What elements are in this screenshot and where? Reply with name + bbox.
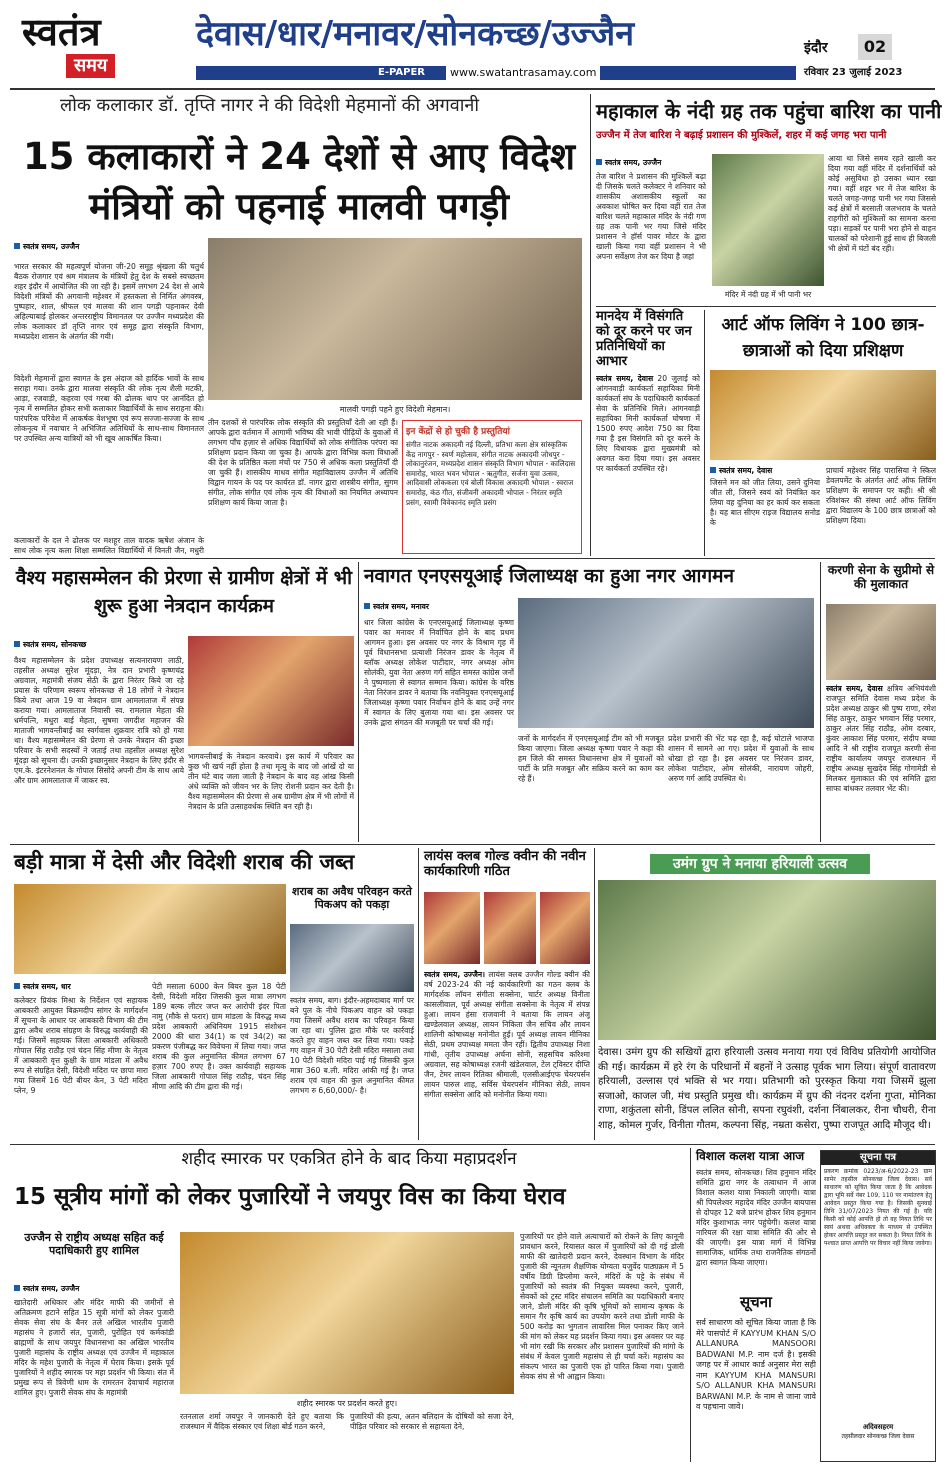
date: रविवार 23 जुलाई 2023 — [804, 67, 903, 78]
lead-info-box — [402, 420, 582, 554]
pujari-body-2: रतनलाल शर्मा जयपुर ने जानकारी देते हुए बताया कि राजस्थान में वैदिक संस्कार एवं शिक्षा बोर्ड गठन करने, — [180, 1412, 344, 1431]
kalash-body: स्वतंत्र समय, सोनकच्छ। शिव हनुमान मंदिर समिति द्वारा नगर के तत्वाधान में आज विशाल कलश यात्रा निकाली जाएगी। यात्रा श्री पिपलेश्वर महादेव मंदिर उज्जैन बायपास से दोपहर 12 बजे प्रारंभ होकर शिव हनुमान मंदिर कुशाभाऊ नगर पहुंचेगी। कलश यात्रा नारियल की रक्षा यात्रा समिति की ओर से की जाएगी। इस यात्रा मार्ग में विभिन्न सामाजिक, धार्मिक तथा राजनैतिक संगठनों द्वारा स्वागत किया जाएगा। — [696, 1168, 816, 1267]
nsui-body-2: जनों के मार्गदर्शन में एनएसयूआई टीम को भी मजबूत किया जाएगा। जिला अध्यक्ष कृष्णा पवार ने कहा की हम जिले की समस्त विधानसभा क्षेत्र में युवाओं को पार्टी के प्रति मजबूत और सक्रिय करने का काम कर रहे हैं। — [518, 734, 664, 783]
pujari-body-1: खातेदारी अधिकार और मंदिर माफी की जमीनों से अतिक्रमण हटाने सहित 15 सूत्री मांगों को लेकर पुजारी सेवक सेवा संघ के बैनर तले अखिल भारतीय पुजारी महासंघ ने हजारों संत, पुजारी, पुरोहित एवं कर्मकांडी ब्राह्मणों के साथ जयपुर विधानसभा का अखिल भारतीय पुजारी महासंघ के राष्ट्रीय अध्यक्ष एवं उज्जैन में महाकाल मंदिर के महेश पुजारी के नेतृत्व में घेराव किया। इसके पूर्व पुजारियों ने शहीद स्मारक पर महा प्रदर्शन भी किया। संत में प्रमुख रूप से त्रिवेणी धाम के रामरतन देवाचार्य महाराज शामिल हुए। पुजारी सेवक संघ के महामंत्री — [14, 1298, 174, 1397]
logo — [22, 10, 182, 84]
masthead — [0, 0, 945, 88]
aol-body-2: प्राचार्य महेश्वर सिंह पारासिया ने स्किल डेवलपमेंट के अंतर्गत आर्ट ऑफ लिविंग प्रशिक्षण के समापन पर कही। श्री श्री रविशंकर की संस्था आर्ट ऑफ लिविंग द्वारा विद्यालय के 100 छात्र छात्राओं को प्रशिक्षण दिया। — [826, 466, 936, 525]
aol-body-1: जिसने मन को जीत लिया, उसने दुनिया जीत ली, जिसने स्वयं को नियंत्रित कर लिया वह दुनिया का हर कार्य कर सकता है। यह बात सीएम राइज विद्यालय सनोड के — [710, 478, 820, 527]
mahakal-headline: महाकाल के नंदी ग्रह तक पहुंचा बारिश का पानी — [596, 99, 942, 123]
lead-body-4: तीन दशकों से पारंपरिक लोक संस्कृति की प्रस्तुतियाँ देती आ रही हैं। आपके द्वारा वर्तमान में आगामी भविष्य की भावी पीढ़ियों के युवाओं में लगभग पाँच हज़ार से अधिक विद्यार्थियों को लोक संगीतिक परंपरा का प्रशिक्षण प्रदान किया जा चुका है। आपके द्वारा विभिन्न कला विधाओं की देश के प्रतिष्ठित कला मंचों पर 750 से अधिक कला प्रस्तुतियाँ दी जा चुकी हैं। शासकीय माधव संगीत महाविद्यालय उज्जैन में अतिथि विद्वान गायन के पद पर कार्यरत डॉ. नागर द्वारा शास्त्रीय संगीत, सुगम संगीत, लोक संगीत एवं लोक नृत्य की विधाओं का नियमित अध्यापन प्रशिक्षण कार्य किया जाता है। — [208, 418, 398, 507]
col-divider-6 — [690, 1148, 691, 1462]
karni-body: स्वतंत्र समय, देवास क्षत्रिय अभियंवंशी राजपूत समिति देवास मध्य प्रदेश के प्रदेश अध्यक्ष ठाकुर श्री पुष्प राणा, रमेश सिंह ठाकुर, ठाकुर भगवान सिंह परमार, ठाकुर अंतर सिंह राठौड़, ओम दरबार, कुंवर आकाश सिंह परमार, संदीप बच्चा आदि ने श्री राष्ट्रीय राजपूत करणी सेना राष्ट्रीय कार्यालय जयपुर राजस्थान में राष्ट्रीय अध्यक्ष सुखदेव सिंह गोगामेडी से मिलकर मुलाकात की एवं समिति द्वारा साफा बांधकर तलवार भेंट की। — [826, 684, 936, 793]
vaishya-byline: स्वतंत्र समय, सोनकच्छ — [14, 640, 184, 650]
lions-body: स्वतंत्र समय, उज्जैन। लायंस क्लब उज्जैन गोल्ड क्वीन की वर्ष 2023-24 की नई कार्यकारिणी का गठन क्लब के मार्गदर्शक लॉयन संगीता सक्सेना, चार्टर अध्यक्ष विनीता कासलीवाल, पूर्व अध्यक्ष संगीता सक्सेना के नेतृत्व में संपन्न हुआ। लायन हंसा राजवानी ने बताया कि लायन अंजू खण्डेलवाल अध्यक्ष, लायन निकिता जैन सचिव और लायन शालिनी कोषाध्यक्ष मनोनीत हुईं। पूर्व अध्यक्ष लायन मीनिका सेठी, प्रथम उपाध्यक्ष ममता जैन रहीं। द्वितीय उपाध्यक्ष निशा गांधी, तृतीय उपाध्यक्ष अर्चना सोनी, सहसचिव करिश्मा अग्रवाल, सह कोषाध्यक्ष रजनी खंडेलवाल, टेल ट्विस्टर दीप्ति जैन, टेमर लायन रितिका श्रीमाली, एलसीआईएफ चेयरपर्सन लायन पारुल शाह, सर्विस चेयरपर्सन मीनिका सेठी, लायन संगीता सक्सेना आदि को मनोनीत किया गया। — [424, 970, 590, 1099]
aol-headline: आर्ट ऑफ लिविंग ने 100 छात्र-छात्राओं को दिया प्रशिक्षण — [721, 315, 925, 361]
notice-title: सूचना — [740, 1293, 772, 1311]
lions-photo-3 — [540, 892, 590, 964]
pujari-body-3: पुजारियों की हत्या, अतन बलिदान के दोषियों को सजा देने, पीड़ित परिवार को सरकार से सहायता देने, — [350, 1412, 514, 1431]
col-divider-5 — [594, 848, 595, 1140]
lead-photo — [208, 238, 582, 400]
epaper-label: E-PAPER — [378, 67, 425, 78]
pujari-photo-caption: शहीद स्मारक पर प्रदर्शन करते हुए। — [296, 1399, 398, 1408]
manav-headline: मानदेय में विसंगति को दूर करने पर जन प्रतिनिधियों का आभार — [596, 309, 692, 369]
logo-bottom: समय — [66, 54, 115, 78]
liquor-sub-headline: शराब का अवैध परिवहन करते पिकअप को पकड़ा — [292, 885, 412, 911]
public-notice-sign-title: तहसीलदार सोनकच्छ जिला देवास — [841, 1433, 915, 1440]
liquor-byline: स्वतंत्र समय, धार — [14, 982, 148, 992]
page-number: 02 — [858, 34, 892, 60]
umang-headline: उमंग ग्रुप ने मनाया हरियाली उत्सव — [650, 854, 870, 874]
mahakal-photo-caption: मंदिर में नंदी ग्रह में भी पानी भर — [724, 290, 812, 299]
row-divider-1 — [10, 558, 935, 559]
mahakal-photo — [712, 154, 824, 286]
vaishya-body-2: भागवन्तीबाई के नेत्रदान करवाये। इस कार्य में परिवार का कुछ भी खर्च नहीं होता है तथा मृत्यु के बाद जो आंखें दो या तीन घंटे बाद जला जाती है नेत्रदान के बाद वह आंख किसी अंधे व्यक्ति को जीवन भर के लिए रोशनी प्रदान कर देती है। वैश्य महासम्मेलन की प्रेरणा से अब ग्रामीण क्षेत्र में भी लोगों में नेत्रदान के प्रति उत्साहवर्धक स्थिति बन रही है। — [188, 752, 354, 811]
public-notice-title: सूचना पत्र — [821, 1151, 935, 1165]
karni-photo — [826, 604, 936, 680]
pujari-kicker: शहीद स्मारक पर एकत्रित होने के बाद किया महाप्रदर्शन — [181, 1149, 517, 1169]
manav-body: स्वतंत्र समय, देवास 20 जुलाई को आंगनवाड़ी कार्यकर्ता सहायिका मिनी कार्यकर्ता संघ के पदाधिकारी कार्यकर्ता सेवा के प्रतिनिधि मिले। आंगनवाड़ी सहायिका मिनी कार्यकर्ता घोषणा में 1500 रुपए आदेश 750 का दिया गया है इस विसंगति को दूर करने के लिए विधायक द्वारा मुख्यमंत्री को अवगत करा दिया गया। इस अवसर पर कार्यकर्ता उपस्थित रहे। — [596, 374, 700, 473]
public-notice-sign-name: अदिवसहरम — [862, 1423, 894, 1431]
notice-body: सर्व साधारण को सूचित किया जाता है कि मेरे पासपोर्ट में KAYYUM KHAN S/O ALLANURA MANSOORI BADWANI M.P. नाम दर्ज है। इसकी जगह पर में आधार कार्ड अनुसार मेरा सही नाम KAYYUM KHA MANSURI S/O ALLANUR KHA MANSURI BARWANI M.P. के नाम से जाना जावे व पहचाना जावे। — [696, 1318, 816, 1411]
mahakal-divider — [596, 306, 936, 307]
public-notice — [820, 1150, 936, 1462]
mahakal-byline: स्वतंत्र समय, उज्जैन — [596, 158, 706, 168]
liquor-sub-photo — [290, 924, 414, 992]
masthead-divider — [10, 88, 935, 90]
liquor-sub-body: स्वतंत्र समय, बाग। इंदौर-अहमदाबाद मार्ग पर बने पुल के नीचे पिकअप वाहन को पकड़ा गया जिसमें अवैध शराब का परिवहन किया जा रहा था। पुलिस द्वारा मौके पर कार्रवाई करते हुए वाहन जब्त कर लिया गया। पकड़े गए वाहन में 30 पेटी देसी मदिरा मसाला तथा 10 पेटी विदेशी मदिरा पाई गई जिसकी कुल मात्रा 360 ब.ली. मदिरा आंकी गई है। जप्त शराब एवं वाहन की कुल अनुमानित कीमत लगभग रु 6,60,000/- है। — [290, 996, 414, 1095]
pujari-headline: 15 सूत्रीय मांगों को लेकर पुजारियों ने जयपुर विस का किया घेराव — [14, 1184, 566, 1210]
lions-headline: लायंस क्लब गोल्ड क्वीन की नवीन कार्यकारिणी गठित — [424, 849, 586, 879]
karni-headline: करणी सेना के सुप्रीमो से की मुलाकात — [827, 563, 935, 591]
lead-box-title: इन केंद्रों से हो चुकी है प्रस्तुतियां — [406, 427, 510, 437]
lead-byline: स्वतंत्र समय, उज्जैन — [14, 242, 204, 254]
row-divider-3 — [10, 1144, 935, 1145]
row-divider-2 — [10, 844, 935, 845]
lions-byline: स्वतंत्र समय, उज्जैन। — [424, 970, 485, 979]
lead-photo-caption: मालवी पगड़ी पहने हुए विदेशी मेहमान। — [339, 405, 451, 414]
kalash-headline: विशाल कलश यात्रा आज — [696, 1149, 805, 1163]
nsui-body-1: धार जिला कांग्रेस के एनएसयूआई जिलाध्यक्ष कृष्णा पवार का मनावर में निर्वाचित होने के बाद प्रथम आगमन हुआ। इस अवसर पर नगर के विश्राम गृह में पूर्व विधानसभा प्रत्याशी निरंजन डावर के नेतृत्व में ब्लॉक अध्यक्ष लोकेश पाटीदार, नगर अध्यक्ष ओम सोलंकी, युवा नेता अरुण गर्ग सहित समस्त कांग्रेस जनों ने पुष्पमाला से स्वागत सम्मान किया। कांग्रेस के वरिष्ठ नेता निरंजन डावर ने बताया कि नवनियुक्त एनएसयूआई जिलाध्यक्ष कृष्णा पवार निर्वाचन होने के बाद उन्हें नगर में स्वागत के लिए बुलाया गया था। इस अवसर पर उनके द्वारा संगठन की मजबूती पर चर्चा की गई। — [364, 618, 514, 727]
liquor-body-2: पेटी मसाला 6000 केन बियर कुल 18 पेटी देसी, विदेशी मदिरा जिसकी कुल मात्रा लगभग 189 बल्क लीटर जप्त कर आरोपी इंदर पिता नामु (मौके से फरार) ग्राम मांडला के विरुद्ध मध्य प्रदेश आबकारी अधिनियम 1915 संशोधन 2000 की धारा 34(1) क एवं 34(2) का प्रकरण पंजीबद्ध कर विवेचना में लिया गया। जप्त शराब की कुल अनुमानित कीमत लगभग 67 हज़ार 700 रुपए है। उक्त कार्यवाही सहायक जिला आबकारी गोपाल सिंह राठौड़, चंदन सिंह मीणा आदि की टीम द्वारा की गई। — [152, 982, 286, 1091]
manav-byline: स्वतंत्र समय, देवास — [596, 374, 654, 383]
logo-top: स्वतंत्र — [22, 9, 101, 54]
lead-body-2: विदेशी मेहमानों द्वारा स्वागत के इस अंदाज को हार्दिक भावों के साथ सराहा गया। उनके द्वारा मालवा संस्कृति की लोक नृत्य शैली मटकी, आड़ा, रजवाड़ी, कहरवा एवं गरबा की ढोलक थाप पर आनंदित हो नृत्य में सम्मलित होकर सभी कलाकार विद्यार्थियों के साथ सराहना की। पारंपरिक परिवेश में आकर्षक वेशभूषा एवं रूप सज्जा-सज्जा के साथ लोकनृत्य में नवाचार ने अभिजित अतिथियों के साथ-साथ विमानतल पर उपस्थित अन्य यात्रियों को भी खूब आकर्षित किया। — [14, 374, 204, 443]
lions-photo-1 — [424, 892, 480, 964]
col-divider-3 — [820, 562, 821, 842]
vaishya-headline: वैश्य महासम्मेलन की प्रेरणा से ग्रामीण क्षेत्रों में भी शुरू हुआ नेत्रदान कार्यक्रम — [15, 567, 353, 617]
karni-byline: स्वतंत्र समय, देवास — [826, 684, 883, 693]
col-divider-mandey — [704, 310, 705, 556]
lions-photo-2 — [484, 892, 536, 964]
pujari-body-4: पुजारियों पर होने वाले अत्याचारों को रोकने के लिए कानूनी प्रावधान करने, रियासत काल में पुजारियों को दी गई डोली माफी की खातेदारी प्रदान करने, देवस्थान विभाग के मंदिर पुजारी की न्यूनतम शैक्षणिक योग्यता यजुर्वेद पाठ्यक्रम में 5 वर्षीय डिग्री डिप्लोमा करने, मंदिरों के पट्टे के संबंध में पुजारियों को स्वतंत्र की नियुक्त व्यवस्था करने, पुजारी, सेवकों को ट्रस्ट मंदिर संचालन समिति का पदाधिकारी बनाए जाने, डोली मंदिर की कृषि भूमियों को सामान्य कृषक के समान गैर कृषि कार्य का उपयोग करने तथा डोली माफी के 500 करोड़ का भुगतान लावारिस मिल पनाकर किए जाने की मांग को लेकर यह प्रदर्शन किया गया। इस अवसर पर यह भी मांग रखी कि सरकार और प्रशासन पुजारियों की मांगो के संबंध में केवल पुजारी महासंघ से ही चर्चा करें। महासंघ का संकल्प भारत का पुजारी एक हो पारित किया गया। पुजारी सेवक संघ से भी आह्वान किया। — [520, 1232, 684, 1381]
vaishya-photo — [188, 636, 354, 746]
mahakal-body-2: आया था जिसे समय रहते खाली कर दिया गया वहीं मंदिर में दर्शनार्थियों को कोई असुविधा हो उसका ध्यान रखा गया। वहीं शहर भर में तेज बारिश के चलते जगह-जगह पानी भर गया जिससे कई क्षेत्रों में बरसाती जलभराव के चलते राहगीरों को मुश्किलों का सामना करना पड़ा। सड़कों पर पानी भरा होने से वाहन चालकों को परेशानी हुई साथ ही बिजली भी क्षेत्रों में घंटों बंद रही। — [828, 154, 936, 253]
nsui-body-3: प्रदेश प्रभारी की भेंट चढ़ रहा है, कई घोटाले भाजपा शासन में सामने आ गए। प्रदेश में युवाओं के साथ धोखा हो रहा है। इस अवसर पर निरंजन डावर, लोकेश पाटीदार, ओम सोलंकी, नारायण जोहरी, अरुण गर्ग आदि उपस्थित थे। — [668, 734, 814, 783]
vaishya-body-1: वैश्य महासम्मेलन के प्रदेश उपाध्यक्ष सत्यनारायण लाठी, तहसील अध्यक्ष सुरेश मूंदड़ा, नेत्र दान प्रभारी कृष्णचंद्र अग्रवाल, महामंत्री संजय सेठी के द्वारा निरंतर किये जा रहे प्रयास के परिणाम स्वरूप सोनकच्छ से 18 लोगों ने नेत्रदान किये तथा आज 19 वा नेत्रदान ग्राम आमलाताज में संपन्न कराया गया। आमलाताज निवासी स्व. रामलाल मेहता की धर्मपत्नि, मधुरा बाई मेहता, सुषमा जगदीश महाजन की माताजी भागवन्तीबाई का स्वर्गवास शुक्रवार रात्रि को हो गया था। वैश्य महासम्मेलन की प्रेरणा से उनके नेत्रदान की इच्छा परिवार के सभी सदस्यों ने जताई तथा तहसील अध्यक्ष सुरेश मूंदड़ा को सूचना दी। उनकी इच्छानुसार नेत्रदान के लिए इंदौर से एम.के. इंटरनेशनल के गोपाल सिसोदे अपनी टीम के साथ आये और ग्राम आमलाताज में जाकर स्व. — [14, 656, 184, 785]
website-link[interactable]: www.swatantrasamay.com — [446, 66, 600, 80]
aol-photo — [710, 370, 936, 460]
liquor-headline: बड़ी मात्रा में देसी और विदेशी शराब की जब्त — [14, 850, 355, 874]
lead-body-1: भारत सरकार की महत्वपूर्ण योजना जी-20 समूह श्रृंखला की चतुर्थ बैठक रोजगार एवं श्रम मंत्रालय के मंत्रियों हेतु देश के सबसे स्वच्छतम शहर इंदौर में आयोजित की जा रही है। इसमें लगभग 24 देश से आये विदेशी मंत्रियों की अगवानी महेश्वर में हस्तकला से निर्मित अंगवस्त्र, पुष्पहार, शाल, श्रीफल एवं मालवा की शान पगड़ी पहनाकर देवी अहिल्याबाई होलकर अन्तरराष्ट्रीय विमानतल पर उज्जैन मध्यप्रदेश की लोक कलाकार डॉ तृप्ति नागर एवं समूह द्वारा संस्कृति विभाग, मध्यप्रदेश शासन के अंतर्गत की गयी। — [14, 262, 204, 341]
umang-photo — [598, 880, 936, 1040]
lead-kicker: लोक कलाकार डॉ. तृप्ति नागर ने की विदेशी मेहमानों की अगवानी — [60, 95, 480, 116]
col-divider-4 — [418, 848, 419, 1140]
nsui-byline: स्वतंत्र समय, मनावर — [364, 602, 514, 612]
liquor-body-1: कलेक्टर प्रियंक मिश्रा के निर्देशन एवं सहायक आबकारी आयुक्त बिक्रमदीप सांगर के मार्गदर्शन में सूचना के आधार पर आबकारी विभाग की टीम द्वारा अवैध शराब संग्रहण के विरुद्ध कार्यवाही की गई। जिसमें सहायक जिला आबकारी अधिकारी गोपाल सिंह राठौड़ एवं चंदन सिंह मीणा के नेतृत्व में आबकारी वृत्त कुक्षी के ग्राम मांडला में अवैध रूप से संग्रहित देसी, विदेशी मदिरा पर छापा मारा गया जिसमें 16 पेटी बीयर केन, 3 पेटी मदिरा प्लेन, 9 — [14, 996, 148, 1095]
aol-byline: स्वतंत्र समय, देवास — [710, 466, 820, 476]
lead-body-3: कलाकारों के दल ने ढोलक पर मशहूर ताल वादक ऋषेश अंजान के साथ लोक नृत्य कला शिक्षा सम्मलित विद्यार्थियों में विनती जैन, मधुरी — [14, 536, 204, 555]
liquor-photo — [14, 884, 286, 974]
pujari-photo — [180, 1232, 514, 1394]
public-notice-body: प्रकरण क्रमांक 0223/अ-6/2022-23 ग्राम सामेर तहसील सोनकच्छ जिला देवास। सर्व साधारण को सूचित किया जाता है कि आवेदक द्वारा भूमि सर्वे नंबर 109, 110 पर नामांतरण हेतु आवेदन प्रस्तुत किया गया है। जिसकी सुनवाई तिथि 31/07/2023 नियत की गई है। यदि किसी को कोई आपत्ति हो तो वह नियत तिथि पर स्वयं अथवा अधिवक्ता के माध्यम से उपस्थित होकर आपत्ति प्रस्तुत कर सकता है। नियत तिथि के पश्चात प्राप्त आपत्ति पर विचार नहीं किया जावेगा। — [824, 1168, 932, 1247]
city: इंदौर — [804, 40, 828, 56]
pujari-byline: स्वतंत्र समय, उज्जैन — [14, 1284, 174, 1294]
umang-body: देवास। उमंग ग्रुप की सखियों द्वारा हरियाली उत्सव मनाया गया एवं विविध प्रतियोगी आयोजित की गई। कार्यक्रम में हरे रंग के परिधानों में बहनों ने उत्साह पूर्वक भाग लिया। संपूर्ण वातावरण हरियाली, उल्लास एवं भक्ति से भर गया। प्रतिभागी को पुरस्कृत किया गया जिसमें झूला सजाओ, काजल जी, मंच प्रस्तुति प्रमुख थी। कार्यक्रम में ग्रुप की नंदनर दर्शना गुप्ता, मोनिका राणा, शकुंतला सोनी, डिंपल ललित सोनी, सपना रघुवंशी, दर्शना निंबालकर, रीना चौधरी, रीना शाह, कोमल गुर्जर, विनीता गौतम, कल्पना सिंह, नम्रता कसेरा, पुष्पा राजपूत आदि मौजूद थी। — [598, 1047, 936, 1131]
nsui-photo — [518, 598, 814, 728]
editions: देवास/धार/मनावर/सोनकच्छ/उज्जैन — [196, 14, 635, 54]
col-divider-1 — [590, 94, 591, 556]
mahakal-body-1: तेज बारिश ने प्रशासन की मुश्किलें बढ़ा दी जिसके चलते कलेक्टर ने शनिवार को शासकीय अशासकीय स्कूलों का अवकाश घोषित कर दिया वहीं रात तेज बारिश चलते महाकाल मंदिर के नंदी गण ग्रह तक पानी भर गया जिसे मंदिर प्रशासन ने हॉर्स पावर मोटर के द्वारा खाली किया गया वहीं प्रशासन ने भी अपना सर्वेक्षण तेज कर दिया है जहां — [596, 172, 706, 261]
col-divider-2 — [358, 562, 359, 842]
mahakal-subhead: उज्जैन में तेज बारिश ने बढ़ाई प्रशासन की मुश्किलें, शहर में कई जगह भरा पानी — [596, 130, 887, 141]
lead-box-body: संगीत नाटक अकादमी नई दिल्ली, प्रतिभा कला क्षेत्र सांस्कृतिक केंद्र नागपुर - स्वर्ण महोत्सव, संगीत नाटक अकादमी जोधपुर - लोकानुरंजन, मध्यप्रदेश शासन संस्कृति विभाग भोपाल - कालिदास समारोह, भारत भवन भोपाल - ऋतुगीत, सर्जना युवा उत्सव, आदिवासी लोककला एवं बोली विकास अकादमी भोपाल - स्वराज समारोह, कंठ गीत, संजीवनी अकादमी भोपाल - निरंतर स्मृति प्रसंग, स्वामी विवेकानंद स्मृति प्रसंग — [406, 440, 576, 507]
pujari-subhead: उज्जैन से राष्ट्रीय अध्यक्ष सहित कई पदाधिकारी हुए शामिल — [24, 1231, 164, 1257]
nsui-headline: नवागत एनएसयूआई जिलाध्यक्ष का हुआ नगर आगमन — [364, 565, 735, 587]
lead-headline: 15 कलाकारों ने 24 देशों से आए विदेश मंत्रियों को पहनाई मालवी पगड़ी — [22, 135, 576, 228]
